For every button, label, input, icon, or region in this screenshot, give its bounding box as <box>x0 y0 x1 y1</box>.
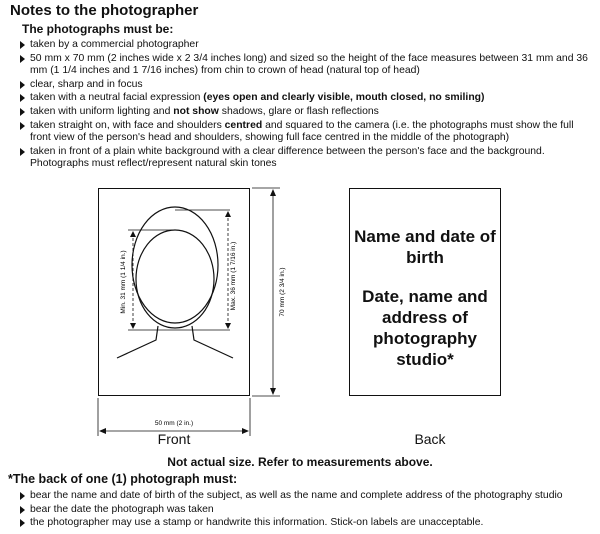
back-requirements-list <box>18 490 598 531</box>
list-item: taken by a commercial photographer <box>18 39 596 52</box>
list-item: taken straight on, with face and shoulders centred and squared to the camera (i.e. the photographs must show the full front view of the person's head and shoulders, showing full face centred in the middle of the photograph) <box>18 120 596 145</box>
width-dimension-label: 50 mm (2 in.) <box>154 420 194 427</box>
photos-heading: The photographs must be: <box>22 22 174 36</box>
bullet-triangle-icon <box>20 519 25 527</box>
face-outline <box>136 230 214 328</box>
back-name-dob-text: Name and date of birth <box>354 227 496 267</box>
list-item: taken with uniform lighting and not show shadows, glare or flash reflections <box>18 106 596 119</box>
list-item: clear, sharp and in focus <box>18 79 596 92</box>
back-heading: *The back of one (1) photograph must: <box>8 472 238 486</box>
list-item: taken with a neutral facial expression (eyes open and clearly visible, mouth closed, no smiling) <box>18 92 596 105</box>
list-item: the photographer may use a stamp or handwrite this information. Stick-on labels are unacceptable. <box>18 517 598 530</box>
list-item: bear the date the photograph was taken <box>18 504 598 517</box>
page-title: Notes to the photographer <box>10 2 199 19</box>
head-outer-outline <box>132 207 218 323</box>
shoulders-outline <box>117 326 158 358</box>
scale-note: Not actual size. Refer to measurements above. <box>167 455 433 469</box>
bullet-triangle-icon <box>20 492 25 500</box>
list-item: 50 mm x 70 mm (2 inches wide x 2 3/4 inches long) and sized so the height of the face measures between 31 mm and 36 mm (1 1/4 inches and 1 7/16 inches) from chin to crown of head (natural top of head) <box>18 53 596 78</box>
bullet-triangle-icon <box>20 506 25 514</box>
max-dimension-label: Max. 36 mm (1 7/16 in.) <box>230 241 237 311</box>
list-item: bear the name and date of birth of the subject, as well as the name and complete address of the photography studio <box>18 490 598 503</box>
front-caption: Front <box>157 431 191 447</box>
min-dimension-label: Min. 31 mm (1 1/4 in.) <box>120 250 127 314</box>
list-item: taken in front of a plain white background with a clear difference between the person's face and the background. Photographs must reflect/represent natural skin tones <box>18 146 596 171</box>
back-caption: Back <box>414 431 446 447</box>
back-studio-text: Date, name and address of photography studio* <box>362 287 488 369</box>
height-dimension-label: 70 mm (2 3/4 in.) <box>279 267 286 317</box>
